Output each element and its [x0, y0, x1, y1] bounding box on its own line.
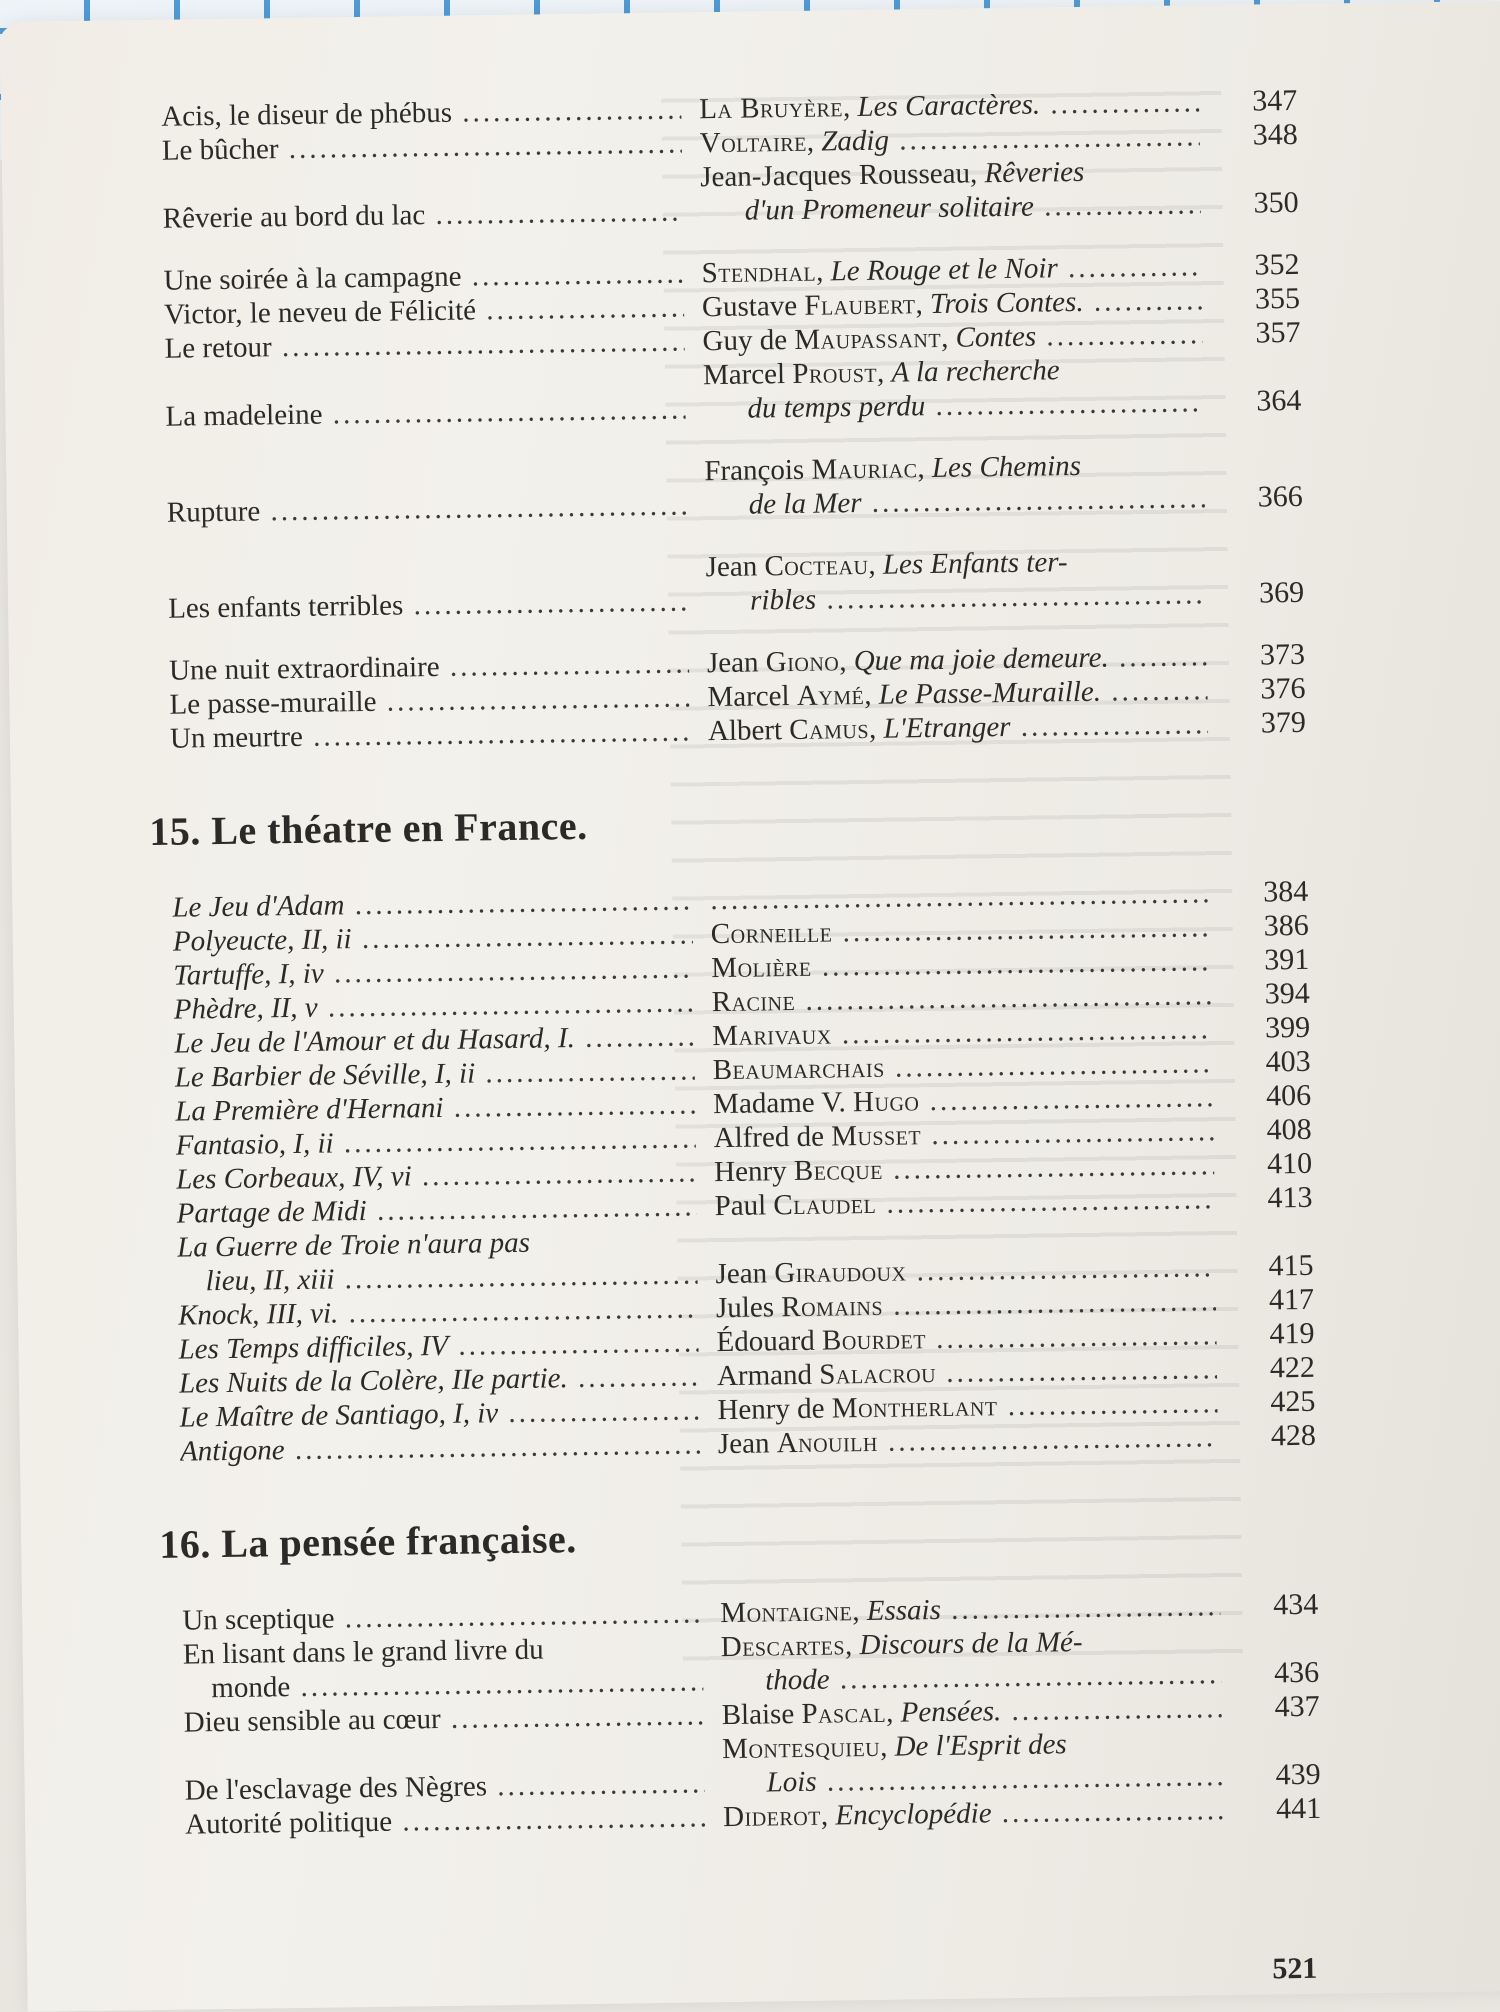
entry-page-number: 376 — [1260, 671, 1306, 706]
work-title: d'un Promeneur solitaire — [744, 190, 1035, 227]
entry-title-text: Les Temps difficiles, IV — [178, 1329, 449, 1366]
work-title: Les Enfants ter- — [882, 546, 1068, 581]
entry-page-number: 399 — [1264, 1010, 1311, 1045]
page-number-footer: 521 — [1272, 1951, 1318, 1986]
entry-page-number: 415 — [1268, 1248, 1314, 1283]
entry-page-number: 403 — [1265, 1044, 1311, 1079]
author-given-name: Gustave — [701, 289, 798, 324]
author-surname: Beaumarchais — [712, 1051, 885, 1087]
entry-title — [185, 1800, 705, 1841]
author-surname: Bourdet — [821, 1323, 927, 1357]
entry-page-number: 355 — [1254, 281, 1301, 316]
entry-title-text: Knock, III, vi. — [177, 1297, 339, 1332]
work-title: A la recherche — [891, 354, 1060, 389]
author-surname: Giono — [765, 645, 840, 679]
section-title: 15. Le théatre en France. — [149, 802, 588, 854]
entry-title — [164, 324, 684, 365]
entry-page-number: 348 — [1252, 117, 1298, 152]
entry-title-text: Phèdre, II, v — [173, 991, 318, 1026]
author-surname: Giraudoux — [774, 1255, 907, 1290]
entry-author — [714, 1182, 1214, 1223]
entry-title-text: monde — [211, 1671, 291, 1705]
work-title: de la Mer — [748, 487, 862, 521]
entry-title-text: Une soirée à la campagne — [163, 260, 462, 297]
entry-title-text: Rêverie au bord du lac — [162, 199, 426, 235]
author-surname: Racine — [711, 984, 796, 1019]
author-surname: Anouilh — [776, 1425, 879, 1460]
entry-title — [163, 194, 683, 235]
work-title: Contes — [955, 320, 1037, 354]
author-given-name: Madame V. — [712, 1086, 847, 1121]
author-surname: Camus — [789, 712, 870, 747]
work-title: Pensées. — [900, 1695, 1002, 1729]
author-given-name: Jean — [705, 550, 758, 584]
entry-title-text: Autorité politique — [184, 1805, 393, 1841]
entry-title-text: En lisant dans le grand livre du — [182, 1633, 544, 1671]
author-surname: Marivaux — [712, 1018, 832, 1053]
entry-title-text: Partage de Midi — [176, 1194, 367, 1230]
author-given-name: Armand — [716, 1358, 813, 1393]
work-title: ribles — [749, 583, 817, 617]
work-title: Le Passe-Muraille. — [878, 675, 1102, 711]
entry-title-text: Un sceptique — [182, 1602, 335, 1637]
author-given-name: Alfred de — [713, 1120, 825, 1155]
work-title: Rêveries — [984, 155, 1085, 190]
entry-page-number: 436 — [1273, 1655, 1320, 1690]
entry-title-text: Polyeucte, II, ii — [172, 923, 352, 958]
entry-title-text: Le Maître de Santiago, I, iv — [179, 1397, 499, 1434]
entry-title-text: La madeleine — [165, 398, 323, 433]
entry-page-number: 439 — [1275, 1757, 1321, 1792]
entry-page-number: 366 — [1257, 479, 1303, 514]
section-title: 16. La pensée française. — [158, 1516, 578, 1567]
entry-page-number: 394 — [1264, 976, 1310, 1011]
entry-title-text: Rupture — [166, 495, 261, 529]
entry-title-text: Le retour — [164, 331, 272, 365]
author-surname: Diderot — [722, 1799, 822, 1834]
entry-author: Albert Camus, L'Etranger ..... — [708, 707, 1208, 748]
author-surname: La Bruyère — [699, 91, 844, 126]
work-title: Les Caractères. — [857, 88, 1041, 124]
author-given-name: Paul — [714, 1189, 767, 1223]
work-title: du temps perdu — [747, 390, 926, 425]
entry-page-number: 364 — [1256, 383, 1302, 418]
entry-author: Guy de Maupassant, Contes ..... — [702, 317, 1202, 358]
entry-page-number: 425 — [1270, 1384, 1316, 1419]
entry-title — [167, 488, 687, 529]
author-given-name: Jean — [717, 1427, 770, 1461]
entry-title — [165, 392, 685, 433]
entry-author: Jean Giono, Que ma joie demeure. ..... — [707, 639, 1207, 680]
work-title: Essais — [866, 1594, 942, 1628]
entry-author — [718, 1420, 1218, 1461]
work-title: De l'Esprit des — [894, 1728, 1067, 1763]
author-surname: Becque — [793, 1153, 884, 1188]
entry-title-text: lieu, II, xiii — [205, 1263, 335, 1298]
work-title: L'Etranger — [883, 710, 1011, 745]
author-surname: Pascal — [801, 1696, 887, 1730]
entry-page-number: 384 — [1263, 874, 1309, 909]
author-given-name: Henry de — [717, 1392, 825, 1427]
entry-author: Diderot, Encyclopédie ..... — [723, 1793, 1223, 1834]
author-given-name: Guy de — [702, 324, 788, 358]
author-surname: Montherlant — [831, 1390, 998, 1425]
work-title: Zadig — [821, 124, 890, 158]
author-given-name: Blaise — [721, 1698, 795, 1732]
entry-title — [184, 1698, 704, 1739]
toc-entry[interactable] — [166, 446, 1303, 530]
author-given-name: Jean-Jacques Rousseau, — [700, 157, 978, 194]
author-surname: Descartes — [720, 1629, 846, 1664]
entry-page-number: 419 — [1269, 1316, 1315, 1351]
entry-page-number: 417 — [1268, 1282, 1315, 1317]
author-surname: Molière — [711, 950, 812, 985]
author-given-name: Albert — [707, 714, 783, 748]
work-title: Le Rouge et le Noir — [830, 252, 1058, 288]
entry-page-number: 350 — [1253, 185, 1299, 220]
entry-page-number: 391 — [1263, 942, 1310, 977]
toc-section — [149, 792, 1317, 1469]
entry-page-number: 408 — [1266, 1112, 1312, 1147]
entry-title — [162, 126, 682, 167]
author-given-name: Édouard — [716, 1324, 815, 1359]
entry-author: Montaigne, Essais ..... — [720, 1589, 1220, 1630]
entry-title-text: Une nuit extraordinaire — [168, 650, 440, 687]
author-surname: Voltaire — [699, 125, 808, 160]
toc-section — [161, 83, 1307, 756]
entry-author: Gustave Flaubert, Trois Contes. ..... — [702, 283, 1202, 324]
author-surname: Maupassant — [794, 321, 942, 356]
author-surname: Claudel — [773, 1187, 877, 1222]
entry-author: Marcel Aymé, Le Passe-Muraille. ..... — [707, 673, 1207, 714]
entry-title-text: Le passe-muraille — [169, 685, 377, 721]
entry-page-number: 428 — [1270, 1418, 1317, 1453]
entry-author: Marcel Proust, A la recherche du temps perdu ..... — [703, 351, 1204, 426]
entry-title-text: Un meurtre — [169, 720, 304, 755]
entry-title-text: Dieu sensible au cœur — [183, 1703, 441, 1739]
entry-title — [170, 714, 690, 755]
entry-page-number: 406 — [1265, 1078, 1312, 1113]
author-surname: Musset — [830, 1119, 922, 1153]
author-surname: Romains — [781, 1289, 884, 1324]
entry-title-text: Victor, le neveu de Félicité — [163, 294, 477, 331]
author-surname: Aymé — [796, 679, 865, 712]
toc-entry[interactable] — [167, 542, 1305, 626]
work-title: Trois Contes. — [929, 285, 1084, 321]
entry-title-text: Fantasio, I, ii — [175, 1127, 334, 1162]
work-title: Encyclopédie — [835, 1797, 992, 1832]
author-surname: Proust — [792, 356, 878, 390]
entry-title-text: Le Jeu de l'Amour et du Hasard, I. — [174, 1022, 576, 1060]
entry-title-text: Tartuffe, I, iv — [173, 957, 324, 992]
entry-page-number: 347 — [1251, 83, 1298, 118]
author-surname: Salacrou — [819, 1357, 937, 1391]
toc-section — [158, 1505, 1322, 1842]
entry-title-text: Acis, le diseur de phébus — [161, 96, 453, 133]
entry-page-number: 357 — [1255, 315, 1301, 350]
entry-page-number: 410 — [1266, 1146, 1313, 1181]
entry-author: François Mauriac, Les Chemins de la Mer ..... — [704, 447, 1205, 522]
entry-author: Jean Cocteau, Les Enfants ter- ribles ..... — [705, 543, 1206, 618]
entry-author: Montesquieu, De l'Esprit des Lois ..... — [722, 1725, 1223, 1800]
entry-author: Stendhal, Le Rouge et le Noir ..... — [701, 249, 1201, 290]
entry-page-number: 413 — [1267, 1180, 1313, 1215]
entry-title-text: La Guerre de Troie n'aura pas — [176, 1226, 531, 1264]
author-surname: Montesquieu — [721, 1730, 881, 1766]
entry-title-text: Le bûcher — [161, 133, 279, 167]
entry-page-number: 422 — [1269, 1350, 1316, 1385]
entry-author: La Bruyère, Les Caractères. ..... — [699, 85, 1199, 126]
author-given-name: Jean — [706, 646, 759, 680]
entry-title — [177, 1223, 698, 1298]
entry-page-number: 386 — [1263, 908, 1309, 943]
entry-title-text: La Première d'Hernani — [175, 1091, 444, 1128]
entry-page-number: 437 — [1274, 1689, 1320, 1724]
entry-title-text: Les Corbeaux, IV, vi — [175, 1160, 412, 1196]
author-given-name: François — [704, 453, 805, 488]
entry-author: Blaise Pascal, Pensées. ..... — [721, 1691, 1221, 1732]
author-given-name: Jean — [715, 1257, 768, 1291]
entry-page-number: 379 — [1260, 705, 1307, 740]
work-title: Discours de la Mé- — [859, 1626, 1083, 1662]
entry-title-text: Le Barbier de Séville, I, ii — [174, 1057, 476, 1094]
entry-title — [180, 1427, 700, 1468]
work-title: Que ma joie demeure. — [853, 641, 1109, 678]
author-surname: Mauriac — [811, 452, 918, 486]
entry-title-text: Les Nuits de la Colère, IIe partie. — [178, 1362, 568, 1400]
author-surname: Flaubert — [804, 288, 916, 322]
entry-page-number: 434 — [1272, 1587, 1319, 1622]
table-of-contents — [149, 83, 1322, 1893]
entry-author: Descartes, Discours de la Mé- thode ..... — [721, 1623, 1222, 1698]
entry-title-text: De l'esclavage des Nègres — [184, 1770, 488, 1807]
author-given-name: Jules — [715, 1291, 775, 1325]
entry-page-number: 369 — [1258, 575, 1305, 610]
author-surname: Corneille — [710, 916, 833, 951]
entry-page-number: 373 — [1259, 637, 1306, 672]
entry-title — [168, 584, 688, 625]
entry-author: Voltaire, Zadig ..... — [700, 119, 1200, 160]
entry-author — [700, 153, 1201, 228]
author-given-name: Marcel — [702, 358, 786, 392]
entry-title-text: Le Jeu d'Adam — [172, 889, 345, 924]
entry-title — [183, 1630, 704, 1705]
book-page — [0, 1, 1500, 2012]
entry-page-number: 352 — [1254, 247, 1300, 282]
work-title: Les Chemins — [931, 449, 1082, 485]
author-surname: Hugo — [852, 1085, 920, 1119]
work-title: Lois — [766, 1765, 817, 1799]
author-surname: Montaigne — [720, 1595, 853, 1630]
work-title: thode — [765, 1663, 830, 1697]
entry-page-number: 441 — [1275, 1791, 1322, 1826]
author-given-name: Marcel — [707, 680, 790, 714]
author-surname: Cocteau — [764, 548, 869, 583]
entry-title-text: Antigone — [179, 1434, 285, 1468]
entry-title-text: Les enfants terribles — [167, 589, 404, 625]
author-given-name: Henry — [713, 1155, 787, 1189]
author-surname: Stendhal — [701, 255, 817, 290]
